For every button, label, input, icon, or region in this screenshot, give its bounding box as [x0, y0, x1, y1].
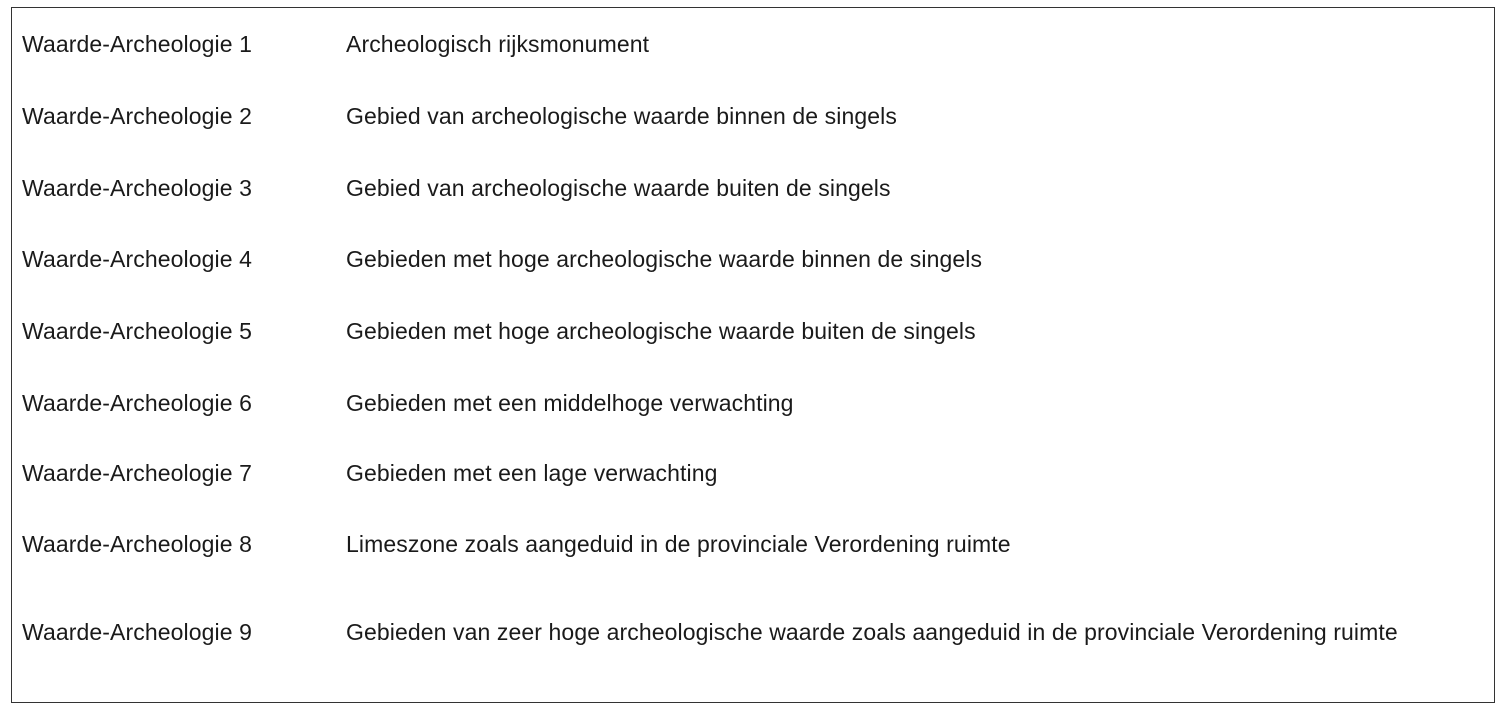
- row-code: Waarde-Archeologie 5: [22, 317, 252, 344]
- row-code: Waarde-Archeologie 6: [22, 389, 252, 416]
- row-code: Waarde-Archeologie 8: [22, 530, 252, 557]
- table-row: [12, 96, 1494, 136]
- row-description: Archeologisch rijksmonument: [346, 31, 650, 57]
- table-row: [12, 239, 1494, 279]
- table-row: [12, 168, 1494, 208]
- table-row: [12, 592, 1494, 672]
- row-code: Waarde-Archeologie 7: [22, 459, 252, 486]
- row-description: Gebieden van zeer hoge archeologische waarde zoals aangeduid in de provinciale Verordening ruimte: [346, 619, 1398, 645]
- row-description: Gebieden met een middelhoge verwachting: [346, 390, 794, 416]
- table-row: [12, 453, 1494, 493]
- table-row: [12, 383, 1494, 423]
- row-description: Gebieden met een lage verwachting: [346, 460, 718, 486]
- table-row: [12, 524, 1494, 564]
- row-description: Gebied van archeologische waarde binnen de singels: [346, 103, 897, 129]
- row-code: Waarde-Archeologie 3: [22, 174, 252, 201]
- row-description: Gebied van archeologische waarde buiten de singels: [346, 175, 891, 201]
- table-row: [12, 311, 1494, 351]
- row-code: Waarde-Archeologie 9: [22, 618, 252, 645]
- row-code: Waarde-Archeologie 1: [22, 30, 252, 57]
- row-description: Limeszone zoals aangeduid in de provinciale Verordening ruimte: [346, 531, 1011, 557]
- table-row: [12, 24, 1494, 64]
- archeology-value-table: [11, 7, 1495, 703]
- row-description: Gebieden met hoge archeologische waarde binnen de singels: [346, 246, 983, 272]
- row-code: Waarde-Archeologie 4: [22, 245, 252, 272]
- row-description: Gebieden met hoge archeologische waarde buiten de singels: [346, 318, 976, 344]
- row-code: Waarde-Archeologie 2: [22, 102, 252, 129]
